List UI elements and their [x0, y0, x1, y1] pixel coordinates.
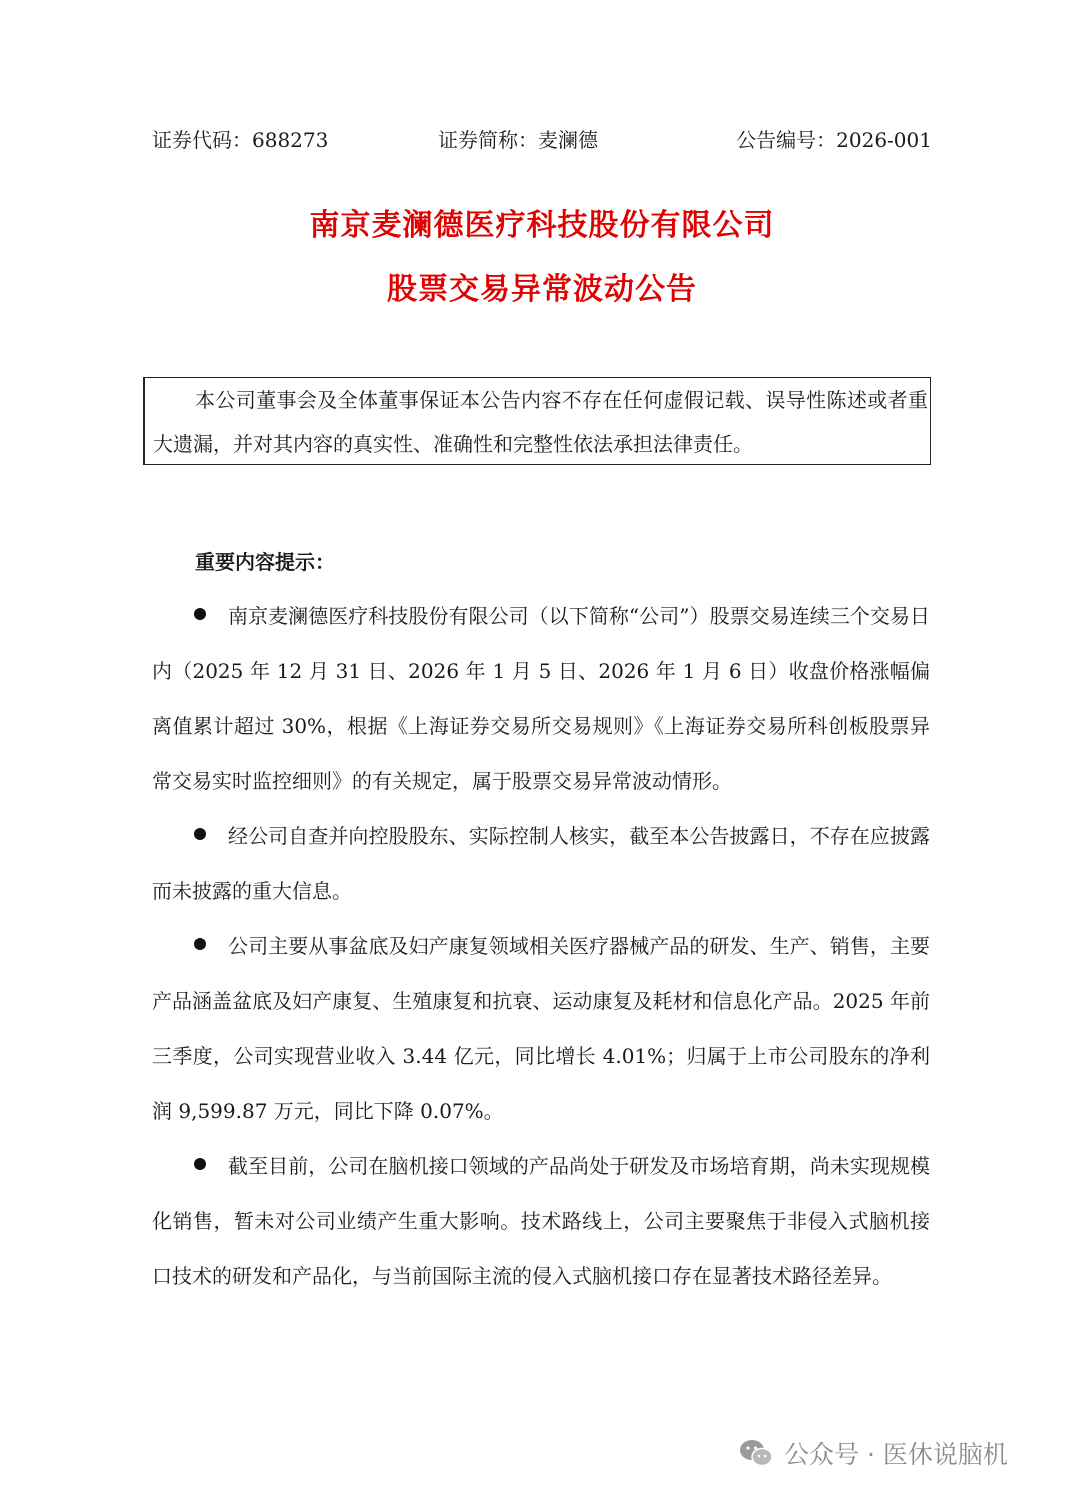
key-point-text: 南京麦澜德医疗科技股份有限公司（以下简称“公司”）股票交易连续三个交易日内（2025 年 12 月 31 日、2026 年 1 月 5 日、2026 年 1 月 6 日）收盘价格涨幅偏离值累计超过 30%，根据《上海证券交易所交易规则》《上海证券交易所科创板股票异常交易实时监控细则》的有关规定，属于股票交易异常波动情形。	[152, 604, 930, 793]
bullet-icon	[194, 608, 206, 620]
board-statement-box	[143, 377, 931, 465]
wechat-watermark	[738, 1428, 1008, 1478]
key-point-2	[152, 809, 930, 919]
wechat-icon	[738, 1438, 774, 1468]
security-code: 证券代码：688273	[152, 128, 329, 152]
document-header	[152, 124, 932, 156]
board-statement: 本公司董事会及全体董事保证本公告内容不存在任何虚假记载、误导性陈述或者重大遗漏，并对其内容的真实性、准确性和完整性依法承担法律责任。	[153, 388, 928, 456]
bullet-icon	[194, 1158, 206, 1170]
announcement-title: 股票交易异常波动公告	[387, 272, 697, 307]
key-point-text: 截至目前，公司在脑机接口领域的产品尚处于研发及市场培育期，尚未实现规模化销售，暂未对公司业绩产生重大影响。技术路线上，公司主要聚焦于非侵入式脑机接口技术的研发和产品化，与当前国际主流的侵入式脑机接口存在显著技术路径差异。	[152, 1154, 930, 1288]
company-title: 南京麦澜德医疗科技股份有限公司	[309, 208, 775, 243]
key-point-text: 经公司自查并向控股股东、实际控制人核实，截至本公告披露日，不存在应披露而未披露的重大信息。	[152, 824, 930, 903]
key-point-text: 公司主要从事盆底及妇产康复领域相关医疗器械产品的研发、生产、销售，主要产品涵盖盆底及妇产康复、生殖康复和抗衰、运动康复及耗材和信息化产品。2025 年前三季度，公司实现营业收入 3.44 亿元，同比增长 4.01%；归属于上市公司股东的净利润 9,599.87 万元，同比下降 0.07%。	[152, 934, 930, 1123]
key-points-heading: 重要内容提示：	[195, 550, 335, 574]
announcement-number: 公告编号：2026-001	[736, 128, 932, 152]
security-short-name: 证券简称：麦澜德	[438, 128, 598, 152]
key-point-1	[152, 589, 930, 809]
watermark-text: 公众号 · 医休说脑机	[784, 1440, 1008, 1469]
key-point-3	[152, 919, 930, 1139]
bullet-icon	[194, 938, 206, 950]
key-point-4	[152, 1139, 930, 1304]
bullet-icon	[194, 828, 206, 840]
